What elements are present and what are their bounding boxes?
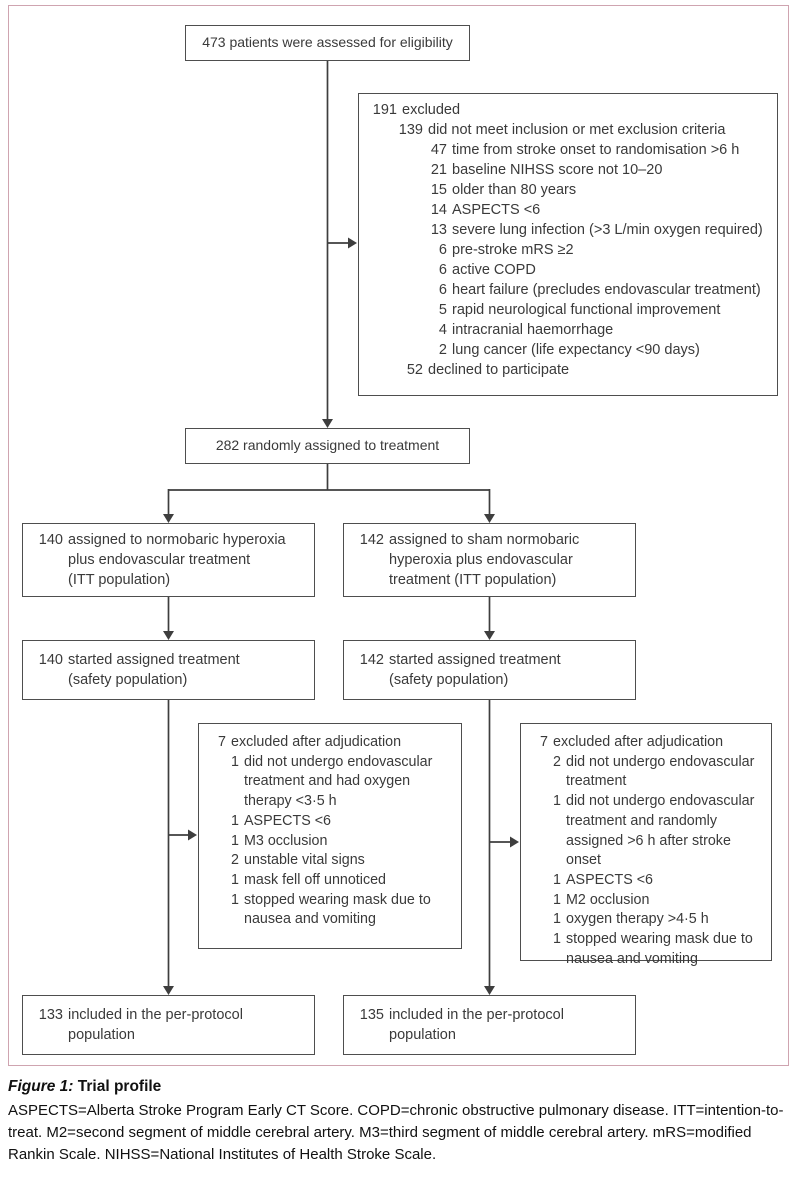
line-text: rapid neurological functional improvement [452,302,721,318]
line-text: (ITT population) [68,572,171,588]
box-itt-sham-hyperoxia [343,523,636,597]
flow-text-line [533,891,763,911]
flow-text-line [371,340,769,360]
count-value: 14 [430,202,447,218]
flow-text-line [356,530,627,550]
flow-text-line [371,200,769,220]
flow-text-line [35,570,306,590]
flow-text-line [371,180,769,200]
count-value: 1 [231,812,239,829]
caption-abbreviations: ASPECTS=Alberta Stroke Program Early CT Score. COPD=chronic obstructive pulmonary disease. ITT=intention-to-treat. M2=second segment of middle cerebral artery. M3=third segment of middle cerebral artery. mRS=modified Rankin Scale. NIHSS=National Institutes of Health Stroke Scale. [8,1102,784,1163]
count-value: 21 [430,162,447,178]
flow-text-line [533,753,763,792]
line-text: excluded after adjudication [231,734,402,750]
line-text: excluded after adjudication [553,734,724,750]
count-value: 2 [438,342,447,358]
flow-text-line [371,360,769,380]
line-text: plus endovascular treatment [68,552,251,568]
flow-text-line [371,100,769,120]
box-assessed-for-eligibility: 473 patients were assessed for eligibility [185,25,470,61]
count-value: 1 [553,911,561,928]
flow-text-line [371,320,769,340]
count-value: 1 [231,891,239,908]
line-text: (safety population) [389,672,509,688]
flow-text-line [35,670,306,690]
flow-text-line [371,220,769,240]
line-text: started assigned treatment [68,652,240,668]
count-value: 139 [398,122,423,138]
box-excluded [358,93,778,396]
count-value: 1 [553,931,561,948]
count-value: 7 [540,734,548,750]
count-value: 135 [359,1007,384,1023]
flow-text-line [371,240,769,260]
line-text: oxygen therapy >4·5 h [566,911,709,928]
line-text: baseline NIHSS score not 10–20 [452,162,663,178]
line-text: included in the per-protocol [389,1007,564,1023]
box-adjudication-right [520,723,772,967]
line-text: M3 occlusion [244,832,328,849]
count-value: 7 [218,734,226,750]
count-value: 2 [231,852,239,869]
flow-text-line [35,1025,306,1045]
count-value: 142 [359,532,384,548]
line-text: heart failure (precludes endovascular treatment) [452,282,761,298]
flow-text-line [371,160,769,180]
flow-text-line [356,1005,627,1025]
count-value: 142 [359,652,384,668]
flow-text-line [211,891,453,930]
line-text: did not undergo endovascular treatment and had oxygen therapy <3·5 h [244,753,433,810]
count-value: 140 [38,532,63,548]
line-text: ASPECTS <6 [566,872,654,889]
line-text: lung cancer (life expectancy <90 days) [452,342,700,358]
count-value: 191 [372,102,397,118]
figure-caption [8,1078,795,1165]
count-value: 52 [406,362,423,378]
flow-text-line [371,140,769,160]
flow-text-line [211,753,453,812]
line-text: ASPECTS <6 [244,812,332,829]
flow-text-line [356,570,627,590]
figure-title: Trial profile [73,1078,162,1095]
count-value: 13 [430,222,447,238]
line-text: population [68,1027,135,1043]
line-text: active COPD [452,262,536,278]
count-value: 6 [438,242,447,258]
flow-text-line [356,1025,627,1045]
line-text: time from stroke onset to randomisation >6 h [452,142,740,158]
flow-text-line [35,1005,306,1025]
count-value: 140 [38,652,63,668]
figure-label: Figure 1: [8,1078,74,1095]
count-value: 1 [553,793,561,810]
line-text: older than 80 years [452,182,577,198]
line-text: unstable vital signs [244,852,365,869]
line-text: M2 occlusion [566,891,650,908]
line-text: stopped wearing mask due to nausea and vomiting [566,931,753,967]
flow-text-line [533,733,763,753]
count-value: 1 [231,872,239,889]
flow-text-line [356,550,627,570]
count-value: 1 [231,753,239,770]
flow-text-line [533,871,763,891]
flow-text-line [371,260,769,280]
line-text: did not undergo endovascular treatment and randomly assigned >6 h after stroke onset [566,793,755,869]
flow-text-line [356,670,627,690]
count-value: 47 [430,142,447,158]
line-text: included in the per-protocol [68,1007,243,1023]
flow-text-line [35,650,306,670]
line-text: treatment (ITT population) [389,572,557,588]
count-value: 15 [430,182,447,198]
box-per-protocol-right [343,995,636,1055]
flow-text-line [211,733,453,753]
count-value: 6 [438,262,447,278]
line-text: (safety population) [68,672,188,688]
flow-text-line [371,300,769,320]
box-safety-right [343,640,636,700]
line-text: did not undergo endovascular treatment [566,753,755,790]
line-text: declined to participate [428,362,570,378]
box-per-protocol-left [22,995,315,1055]
line-text: mask fell off unnoticed [244,872,386,889]
flow-text-line [35,550,306,570]
flow-text-line [211,832,453,852]
line-text: started assigned treatment [389,652,561,668]
count-value: 1 [231,832,239,849]
flow-text-line [211,851,453,871]
count-value: 133 [38,1007,63,1023]
flow-text-line [371,120,769,140]
line-text: stopped wearing mask due to nausea and vomiting [244,891,431,928]
line-text: assigned to sham normobaric [389,532,580,548]
flow-text-line [533,792,763,871]
box-adjudication-left [198,723,462,949]
line-text: hyperoxia plus endovascular [389,552,573,568]
caption-heading [8,1078,795,1096]
box-randomly-assigned: 282 randomly assigned to treatment [185,428,470,464]
flow-text-line [35,530,306,550]
flow-text-line [533,930,763,969]
flow-text-line [211,871,453,891]
flow-text-line [533,910,763,930]
count-value: 1 [553,891,561,908]
flow-text-line [211,812,453,832]
line-text: did not meet inclusion or met exclusion criteria [428,122,726,138]
box-safety-left [22,640,315,700]
flow-text-line [356,650,627,670]
line-text: severe lung infection (>3 L/min oxygen required) [452,222,763,238]
flow-text-line [371,280,769,300]
line-text: intracranial haemorrhage [452,322,614,338]
count-value: 1 [553,872,561,889]
line-text: assigned to normobaric hyperoxia [68,532,286,548]
count-value: 2 [553,753,561,770]
count-value: 5 [438,302,447,318]
line-text: ASPECTS <6 [452,202,541,218]
count-value: 6 [438,282,447,298]
line-text: population [389,1027,456,1043]
line-text: excluded [402,102,461,118]
box-itt-normobaric-hyperoxia [22,523,315,597]
count-value: 4 [438,322,447,338]
line-text: pre-stroke mRS ≥2 [452,242,574,258]
